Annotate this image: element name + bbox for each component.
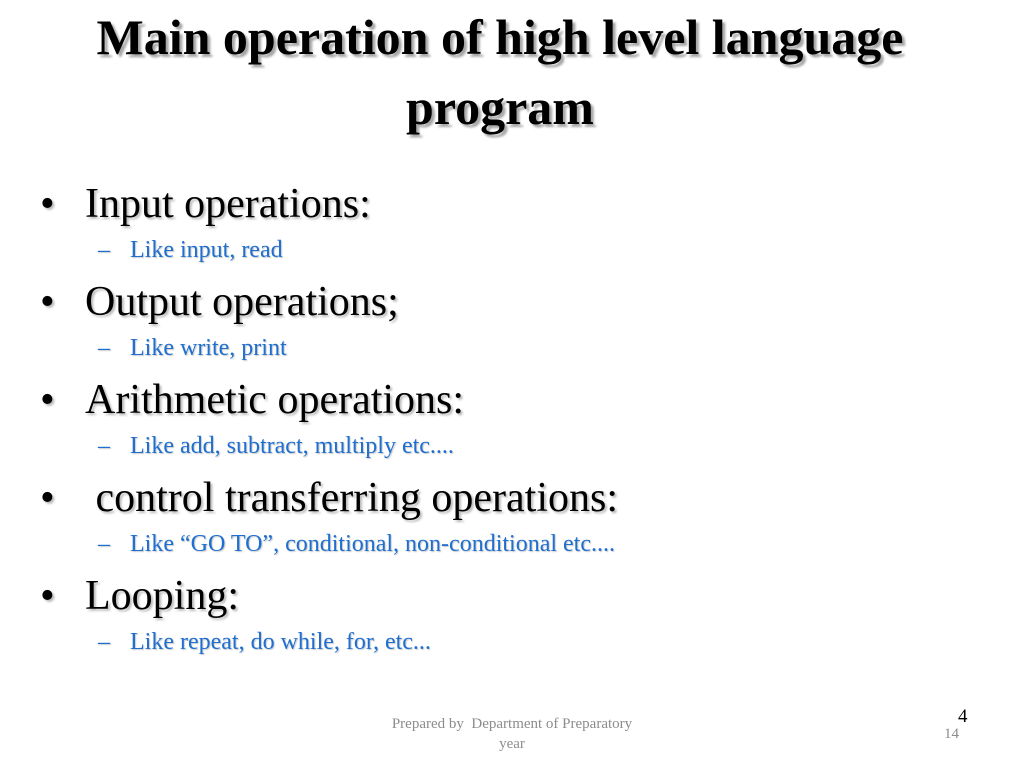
sub-bullet-arithmetic-examples bbox=[40, 428, 1000, 470]
footer-line-2: year bbox=[499, 736, 525, 752]
sub-bullet-marker: – bbox=[98, 335, 110, 361]
bullet-list bbox=[40, 176, 1000, 666]
sub-bullet-label: Like write, print bbox=[130, 335, 287, 361]
sub-bullet-marker: – bbox=[98, 531, 110, 557]
slide-number: 4 bbox=[958, 706, 968, 727]
slide-title-line-2: program bbox=[406, 79, 594, 135]
sub-bullet-label: Like input, read bbox=[130, 237, 283, 263]
sub-bullet-looping-examples bbox=[40, 624, 1000, 666]
slide-footer bbox=[362, 714, 662, 754]
slide-number-secondary: 14 bbox=[944, 726, 959, 742]
sub-bullet-control-transfer-examples bbox=[40, 526, 1000, 568]
bullet-marker: • bbox=[40, 377, 55, 423]
bullet-label: Arithmetic operations: bbox=[85, 377, 465, 423]
sub-bullet-label: Like “GO TO”, conditional, non-conditional etc.... bbox=[130, 531, 615, 557]
slide-title-line-1: Main operation of high level language bbox=[96, 9, 904, 65]
bullet-item-input-operations bbox=[40, 176, 1000, 232]
sub-bullet-marker: – bbox=[98, 629, 110, 655]
bullet-label: Input operations: bbox=[85, 181, 371, 227]
footer-line-1: Prepared by Department of Preparatory bbox=[391, 716, 633, 732]
bullet-item-arithmetic-operations bbox=[40, 372, 1000, 428]
sub-bullet-marker: – bbox=[98, 433, 110, 459]
bullet-marker: • bbox=[40, 181, 55, 227]
bullet-label: Looping: bbox=[85, 573, 239, 619]
bullet-marker: • bbox=[40, 573, 55, 619]
sub-bullet-output-examples bbox=[40, 330, 1000, 372]
bullet-marker: • bbox=[40, 279, 55, 325]
bullet-item-looping bbox=[40, 568, 1000, 624]
bullet-marker: • bbox=[40, 475, 55, 521]
bullet-item-control-transfer-operations bbox=[40, 470, 1000, 526]
bullet-label: control transferring operations: bbox=[85, 475, 618, 521]
sub-bullet-label: Like repeat, do while, for, etc... bbox=[130, 629, 431, 655]
sub-bullet-label: Like add, subtract, multiply etc.... bbox=[130, 433, 454, 459]
bullet-item-output-operations bbox=[40, 274, 1000, 330]
bullet-label: Output operations; bbox=[85, 279, 399, 325]
slide-title bbox=[0, 2, 1000, 142]
sub-bullet-input-examples bbox=[40, 232, 1000, 274]
sub-bullet-marker: – bbox=[98, 237, 110, 263]
